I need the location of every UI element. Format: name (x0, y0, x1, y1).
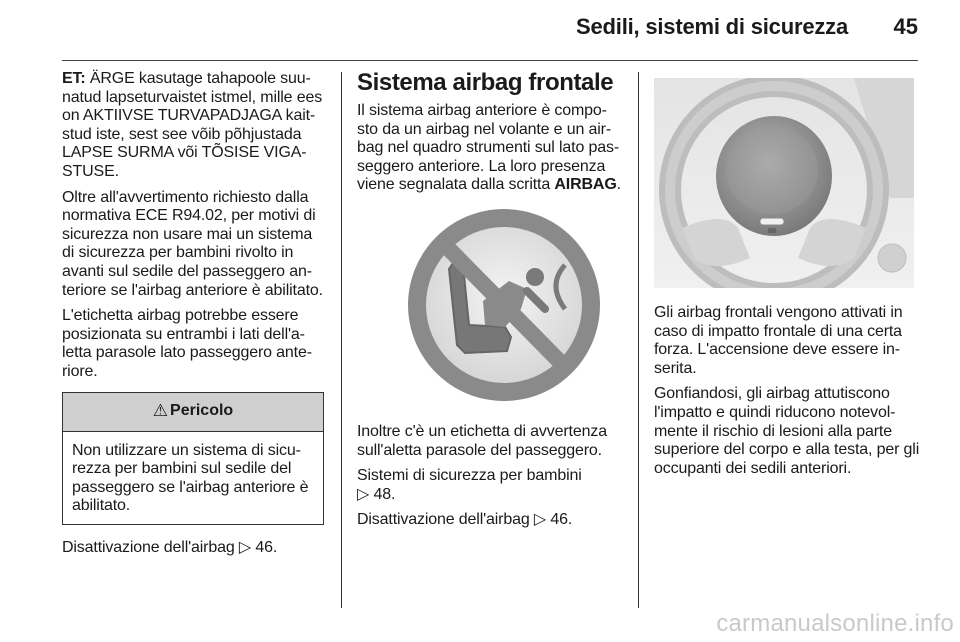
danger-text (72, 442, 314, 516)
column-divider-1 (341, 72, 342, 608)
text-line: passeggero se l'airbag anteriore è (72, 478, 309, 496)
column-right (654, 70, 924, 485)
warning-triangle-icon: ⚠ (152, 401, 169, 421)
text-line: Non utilizzare un sistema di sicu- (72, 441, 301, 459)
text-line: Gonfiandosi, gli airbag attutiscono (654, 385, 890, 403)
ece-paragraph (62, 189, 327, 301)
period: . (616, 176, 621, 194)
page-title: Sedili, sistemi di sicurezza (576, 14, 848, 39)
xref-airbag-deactivation-2[interactable] (357, 511, 627, 530)
xref-text: Sistemi di sicurezza per bambini (357, 467, 582, 485)
text-line: bag nel quadro strumenti sul lato pas- (357, 139, 620, 157)
label-paragraph (62, 307, 327, 381)
text-line: L'etichetta airbag potrebbe essere (62, 307, 299, 325)
sun-visor-label-paragraph (357, 423, 627, 460)
danger-box (62, 392, 324, 525)
page-number: 45 (893, 14, 918, 39)
et-line: LAPSE SURMA või TÕSISE VIGA- (62, 144, 307, 162)
text-line: riore. (62, 362, 98, 380)
text-line: Il sistema airbag anteriore è compo- (357, 102, 607, 119)
text-line: l'impatto e quindi riducono notevol- (654, 403, 896, 421)
text-line: sull'aletta parasole del passeggero. (357, 441, 602, 459)
xref-arrow-icon: ▷ (238, 538, 252, 556)
text-line: sto da un airbag nel volante e un air- (357, 120, 612, 138)
text-line: superiore del corpo e alla testa, per gli (654, 441, 920, 459)
text-line: normativa ECE R94.02, per motivi di (62, 207, 316, 225)
xref-child-seats[interactable] (357, 467, 627, 504)
et-line: STUSE. (62, 162, 119, 180)
xref-arrow-icon: ▷ (533, 511, 547, 529)
no-child-seat-icon (387, 205, 621, 405)
steering-wheel-airbag-image (654, 78, 914, 288)
text-line: abilitato. (72, 497, 131, 515)
text-line: posizionata su entrambi i lati dell'a- (62, 325, 305, 343)
xref-airbag-deactivation[interactable] (62, 539, 327, 558)
column-divider-2 (638, 72, 639, 608)
text-line: avanti sul sedile del passeggero an- (62, 262, 312, 280)
text-line: occupanti dei sedili anteriori. (654, 459, 852, 477)
column-middle (357, 70, 627, 537)
et-label: ET: (62, 70, 86, 87)
airbag-word: AIRBAG (554, 176, 617, 194)
text-line: sicurezza non usare mai un sistema (62, 225, 313, 243)
et-line: ÄRGE kasutage tahapoole suu- (89, 70, 311, 87)
text-line: teriore se l'airbag anteriore è abilitato. (62, 281, 323, 299)
text-line: serita. (654, 359, 697, 377)
column-left (62, 70, 327, 564)
xref-text: Disattivazione dell'airbag (357, 511, 530, 529)
page-header (62, 0, 918, 61)
text-line: Oltre all'avvertimento richiesto dalla (62, 188, 309, 206)
text-line: Gli airbag frontali vengono attivati in (654, 304, 903, 321)
text-line: letta parasole lato passeggero ante- (62, 344, 312, 362)
text-line: viene segnalata dalla scritta (357, 176, 551, 194)
text-line: mente il rischio di lesioni alla parte (654, 422, 892, 440)
xref-page: 48. (373, 485, 396, 503)
activation-paragraph (654, 304, 924, 378)
inflation-paragraph (654, 385, 924, 478)
watermark: carmanualsonline.info (716, 610, 954, 637)
et-warning-paragraph (62, 70, 327, 182)
text-line: forza. L'accensione deve essere in- (654, 341, 900, 359)
section-title: Sistema airbag frontale (357, 69, 614, 96)
et-line: natud lapseturvaistet istmel, mille ees (62, 88, 323, 106)
et-line: on AKTIIVSE TURVAPADJAGA kait- (62, 107, 316, 125)
text-line: caso di impatto frontale di una certa (654, 322, 902, 340)
danger-title: Pericolo (170, 402, 234, 420)
xref-page: 46. (255, 538, 278, 556)
danger-box-body (63, 432, 323, 524)
danger-box-header (63, 393, 323, 432)
xref-arrow-icon: ▷ (357, 485, 370, 503)
text-line: rezza per bambini sul sedile del (72, 460, 292, 478)
xref-text: Disattivazione dell'airbag (62, 538, 235, 556)
xref-page: 46. (550, 511, 573, 529)
text-line: di sicurezza per bambini rivolto in (62, 244, 294, 262)
et-line: stud iste, sest see võib põhjustada (62, 125, 302, 143)
text-line: seggero anteriore. La loro presenza (357, 157, 606, 175)
text-line: Inoltre c'è un etichetta di avvertenza (357, 422, 607, 440)
intro-paragraph (357, 102, 627, 195)
